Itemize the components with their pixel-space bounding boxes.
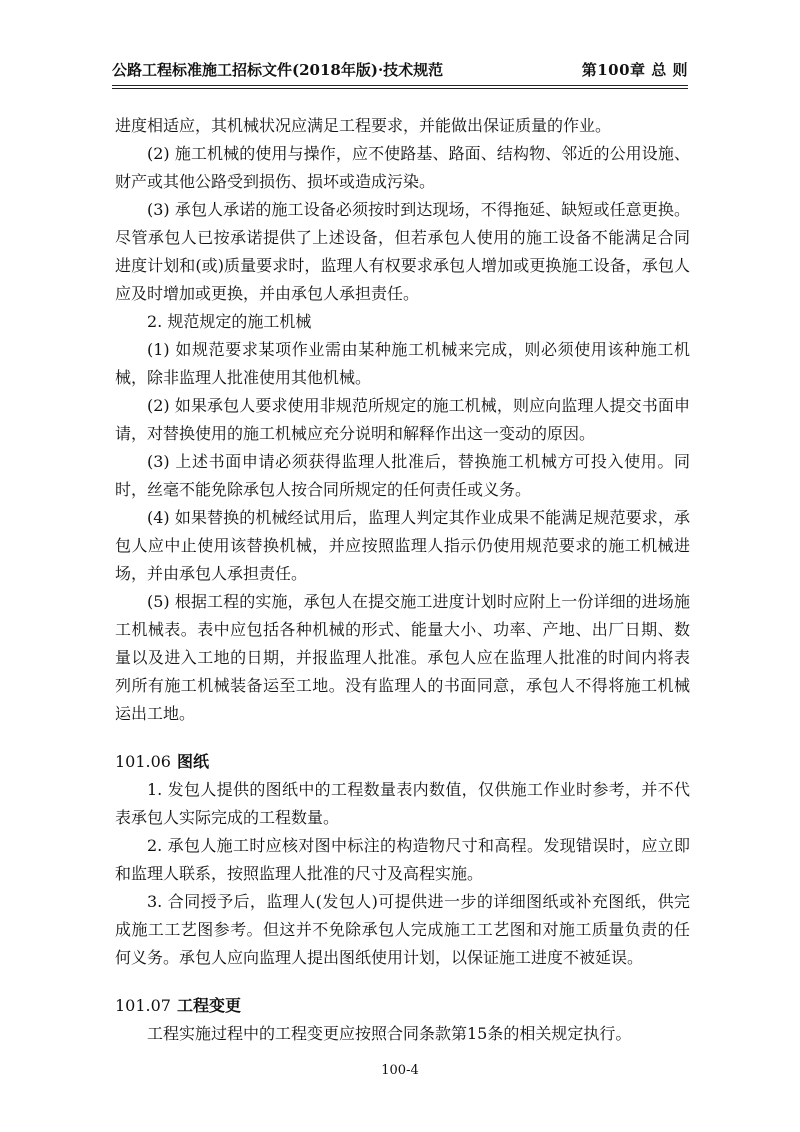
page-number: 100-4 — [381, 1063, 419, 1078]
page-body — [115, 112, 690, 1048]
section-number: 101.06 — [115, 752, 171, 771]
paragraph-item: (2) 施工机械的使用与操作，应不使路基、路面、结构物、邻近的公用设施、财产或其他公路受到损伤、损坏或造成污染。 — [115, 144, 690, 191]
header-rule-thin — [112, 88, 688, 89]
paragraph-item: (2) 如果承包人要求使用非规范所规定的施工机械，则应向监理人提交书面申请，对替换使用的施工机械应充分说明和解释作出这一变动的原因。 — [115, 396, 690, 443]
paragraph-item: 3. 合同授予后，监理人(发包人)可提供进一步的详细图纸或补充图纸，供完成施工工艺图参考。但这并不免除承包人完成施工工艺图和对施工质量负责的任何义务。承包人应向监理人提出图纸使用计划，以保证施工进度不被延误。 — [115, 892, 690, 967]
section-title: 工程变更 — [176, 996, 241, 1015]
paragraph-item: 2. 承包人施工时应核对图中标注的构造物尺寸和高程。发现错误时，应立即和监理人联系，按照监理人批准的尺寸及高程实施。 — [115, 836, 690, 883]
paragraph-continuation: 进度相适应，其机械状况应满足工程要求，并能做出保证质量的作业。 — [115, 116, 612, 135]
paragraph-item: 1. 发包人提供的图纸中的工程数量表内数值，仅供施工作业时参考，并不代表承包人实际完成的工程数量。 — [115, 780, 690, 827]
section-heading-changes — [115, 992, 690, 1020]
document-title: 公路工程标准施工招标文件(2018年版)·技术规范 — [112, 61, 444, 79]
paragraph-item: (1) 如规范要求某项作业需由某种施工机械来完成，则必须使用该种施工机械，除非监理人批准使用其他机械。 — [115, 340, 690, 387]
section-heading-drawings — [115, 748, 690, 776]
paragraph-item: (4) 如果替换的机械经试用后，监理人判定其作业成果不能满足规范要求，承包人应中止使用该替换机械，并应按照监理人指示仍使用规范要求的施工机械进场，并由承包人承担责任。 — [115, 508, 690, 583]
paragraph-item: (3) 承包人承诺的施工设备必须按时到达现场，不得拖延、缺短或任意更换。尽管承包人已按承诺提供了上述设备，但若承包人使用的施工设备不能满足合同进度计划和(或)质量要求时，监理人有权要求承包人增加或更换施工设备，承包人应及时增加或更换，并由承包人承担责任。 — [115, 200, 690, 303]
section-number: 101.07 — [115, 996, 171, 1015]
header-rule-thick — [112, 85, 688, 86]
section-title: 图纸 — [176, 752, 209, 771]
paragraph-item: (5) 根据工程的实施，承包人在提交施工进度计划时应附上一份详细的进场施工机械表。表中应包括各种机械的形式、能量大小、功率、产地、出厂日期、数量以及进入工地的日期，并报监理人批准。承包人应在监理人批准的时间内将表列所有施工机械装备运至工地。没有监理人的书面同意，承包人不得将施工机械运出工地。 — [115, 592, 690, 723]
subsection-title: 2. 规范规定的施工机械 — [147, 312, 312, 331]
paragraph-item: 工程实施过程中的工程变更应按照合同条款第15条的相关规定执行。 — [147, 1024, 632, 1043]
running-header — [112, 58, 688, 86]
chapter-title: 第100章 总 则 — [581, 61, 688, 79]
paragraph-item: (3) 上述书面申请必须获得监理人批准后，替换施工机械方可投入使用。同时，丝毫不能免除承包人按合同所规定的任何责任或义务。 — [115, 452, 690, 499]
